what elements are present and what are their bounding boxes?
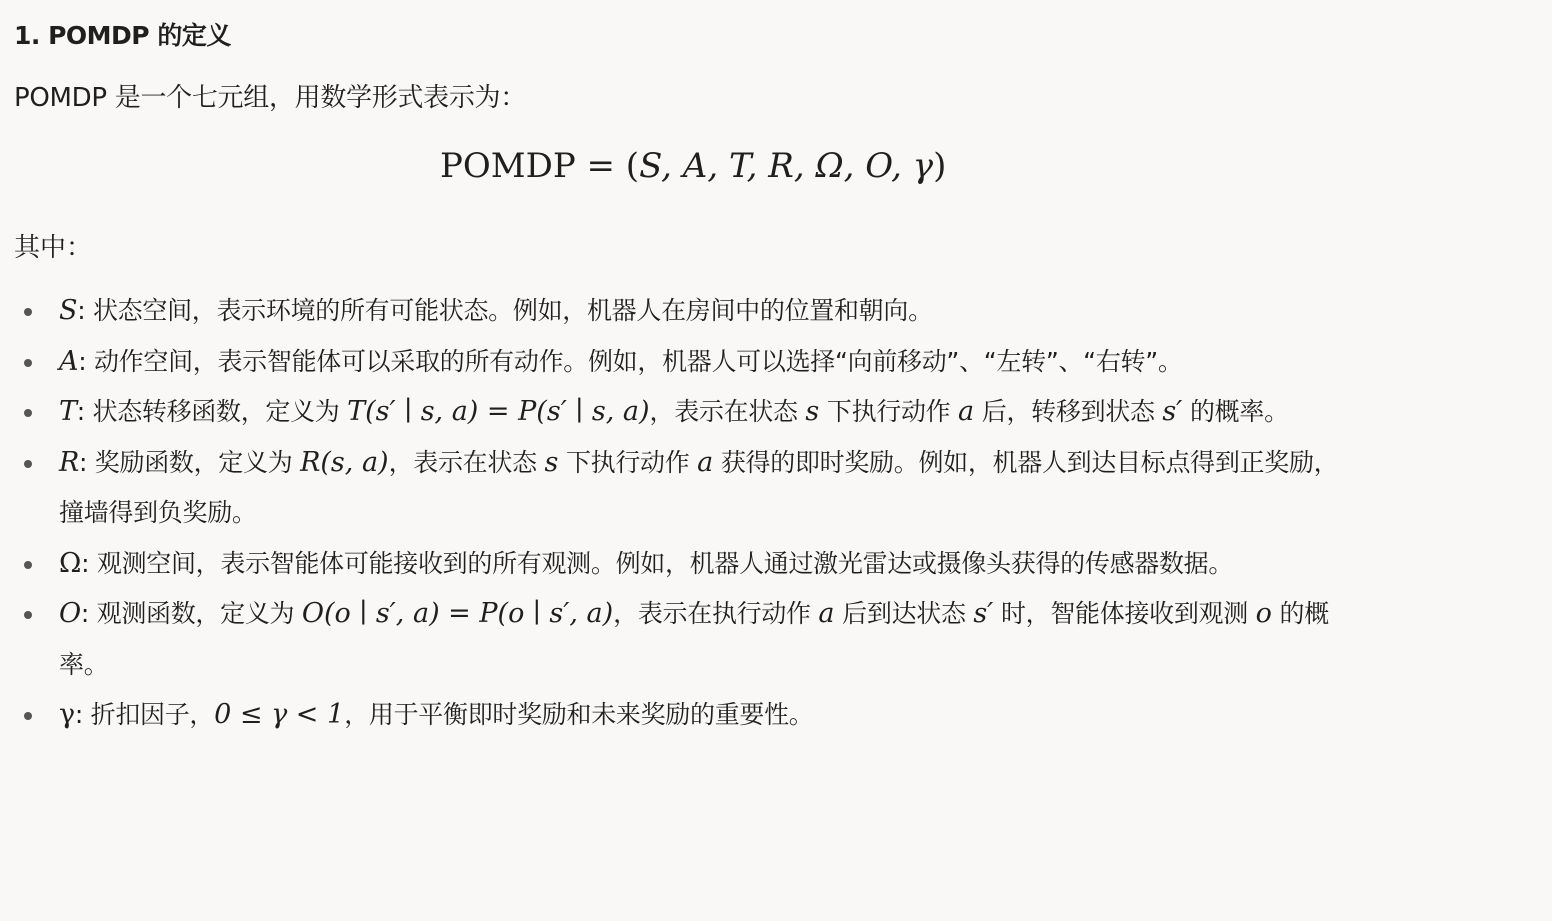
- item-text: : 奖励函数，定义为: [79, 447, 301, 477]
- bullet-icon: [24, 409, 32, 417]
- item-text: 的概率。: [59, 599, 1329, 679]
- item-symbol: γ: [59, 699, 75, 730]
- item-symbol: A: [59, 345, 79, 377]
- item-text: 下执行动作: [819, 397, 959, 426]
- item-text: 后到达状态: [834, 599, 974, 628]
- item-symbol: Ω: [59, 547, 82, 579]
- bullet-icon: [24, 359, 32, 367]
- item-math: a: [818, 598, 835, 629]
- formula-eq: = (: [575, 146, 640, 186]
- item-text: ，表示在状态: [649, 397, 806, 426]
- formula-vars: S, A, T, R, Ω, O, γ: [639, 146, 934, 186]
- item-text: 获得的即时奖励。例如，机器人到达目标点得到正奖励，撞墙得到负奖励。: [59, 447, 1339, 527]
- item-text: : 状态转移函数，定义为: [76, 397, 348, 426]
- list-item: [14, 690, 1344, 741]
- item-text: : 观测函数，定义为: [80, 599, 302, 628]
- formula-close: ): [933, 146, 947, 186]
- list-item: [14, 387, 1344, 438]
- pomdp-formula: [440, 146, 946, 186]
- item-text: ，表示在执行动作: [613, 599, 819, 628]
- list-item: [14, 539, 1344, 590]
- where-label: 其中：: [14, 233, 93, 263]
- item-math: 0 ≤ γ < 1: [214, 699, 345, 730]
- item-text: : 状态空间，表示环境的所有可能状态。例如，机器人在房间中的位置和朝向。: [77, 296, 933, 325]
- formula-lhs: POMDP: [440, 146, 576, 186]
- item-math: a: [697, 446, 714, 478]
- list-item: [14, 286, 1344, 337]
- item-symbol: R: [59, 446, 80, 478]
- list-item: [14, 337, 1344, 388]
- item-symbol: S: [59, 295, 78, 326]
- item-math: T(s′ ∣ s, a) = P(s′ ∣ s, a): [347, 396, 650, 427]
- item-text: : 观测空间，表示智能体可能接收到的所有观测。例如，机器人通过激光雷达或摄像头获得的传感器数据。: [81, 548, 1234, 578]
- item-math: O(o ∣ s′, a) = P(o ∣ s′, a): [301, 598, 614, 629]
- item-math: s: [544, 446, 559, 478]
- item-text: ，用于平衡即时奖励和未来奖励的重要性。: [344, 700, 814, 729]
- item-math: o: [1255, 598, 1272, 629]
- component-list: [14, 286, 1344, 741]
- bullet-icon: [24, 460, 32, 468]
- bullet-icon: [24, 611, 32, 619]
- item-text: : 动作空间，表示智能体可以采取的所有动作。例如，机器人可以选择“向前移动”、“左转”、“右转”。: [78, 346, 1183, 376]
- section-heading: 1. POMDP 的定义: [14, 21, 231, 50]
- item-math: s′: [1162, 396, 1183, 427]
- list-item: [14, 438, 1344, 539]
- item-math: R(s, a): [300, 446, 389, 478]
- bullet-icon: [24, 308, 32, 316]
- item-text: 下执行动作: [558, 447, 698, 477]
- item-math: s′: [973, 598, 994, 629]
- item-text: 时，智能体接收到观测: [993, 599, 1256, 628]
- item-text: : 折扣因子，: [74, 700, 215, 729]
- list-item: [14, 589, 1344, 690]
- item-text: ，表示在状态: [388, 447, 545, 477]
- intro-paragraph: POMDP 是一个七元组，用数学形式表示为：: [14, 83, 526, 113]
- bullet-icon: [24, 561, 32, 569]
- item-text: 的概率。: [1182, 397, 1289, 426]
- item-text: 后，转移到状态: [974, 397, 1163, 426]
- bullet-icon: [24, 712, 32, 720]
- item-math: a: [958, 396, 975, 427]
- item-symbol: T: [59, 396, 77, 427]
- item-math: s: [805, 396, 820, 427]
- item-symbol: O: [59, 598, 81, 629]
